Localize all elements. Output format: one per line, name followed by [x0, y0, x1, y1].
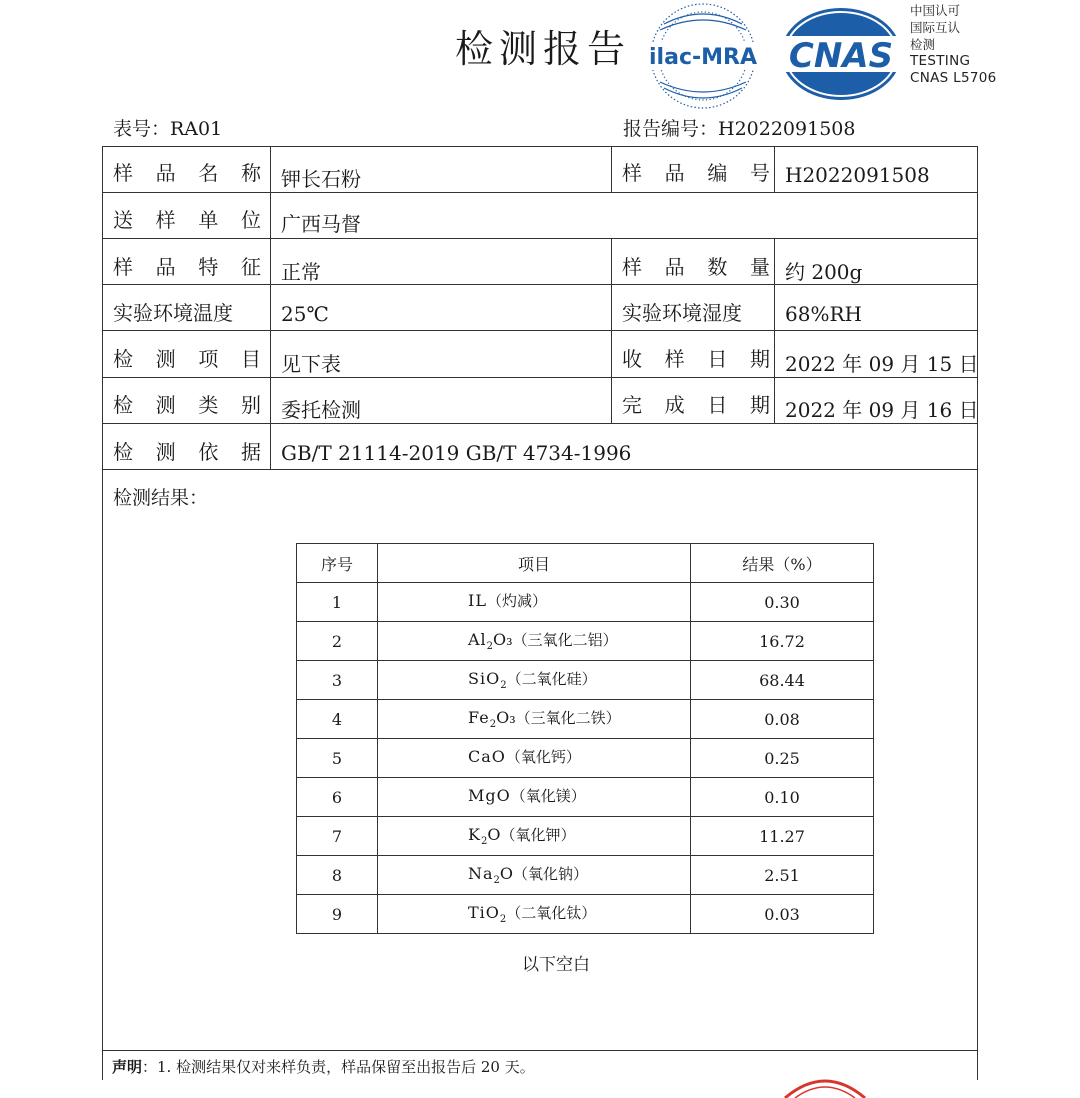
row-item: CaO（氧化钙） [378, 739, 691, 778]
table-row [297, 856, 874, 895]
cnas-text: CNAS [788, 36, 894, 76]
row-item: TiO$_2$（二氧化钛） [378, 895, 691, 934]
finish-date-label: 完 成 日 期 [622, 393, 770, 417]
items-value: 见下表 [281, 352, 341, 376]
humidity-value: 68%RH [785, 302, 862, 326]
row-item: $Fe_2O_3$（三氧化二铁） [378, 700, 691, 739]
row-item: $Na_2O$（氧化钠） [378, 856, 691, 895]
blank-note: 以下空白 [522, 955, 590, 975]
row-no: 2 [297, 622, 378, 661]
receive-date-value: 2022 年 09 月 15 日 [785, 352, 979, 376]
row-item: IL（灼减） [378, 583, 691, 622]
results-header-row [297, 544, 874, 583]
cnas-line-2: 国际互认 [910, 20, 961, 35]
row-result: 0.10 [691, 778, 874, 817]
table-row [297, 739, 874, 778]
table-row [297, 661, 874, 700]
cnas-line-4: TESTING [910, 53, 971, 69]
table-row [297, 778, 874, 817]
row-result: 0.08 [691, 700, 874, 739]
humidity-label: 实验环境湿度 [622, 301, 742, 325]
ilac-text: ilac-MRA [649, 45, 757, 70]
table-row [297, 622, 874, 661]
basis-value: GB/T 21114-2019 GB/T 4734-1996 [281, 441, 632, 465]
form-number: 表号：RA01 [113, 118, 223, 140]
row-no: 6 [297, 778, 378, 817]
finish-date-value: 2022 年 09 月 16 日 [785, 398, 979, 422]
items-label: 检 测 项 目 [113, 347, 261, 371]
declaration-label: 声明 [112, 1058, 143, 1076]
basis-label: 检 测 依 据 [113, 440, 261, 464]
row-result: 68.44 [691, 661, 874, 700]
row-no: 7 [297, 817, 378, 856]
results-label: 检测结果： [113, 487, 209, 509]
row-result: 11.27 [691, 817, 874, 856]
table-row [297, 817, 874, 856]
declaration [112, 1056, 535, 1077]
row-item: MgO（氧化镁） [378, 778, 691, 817]
row-item: SiO$_2$（二氧化硅） [378, 661, 691, 700]
quantity-label: 样 品 数 量 [622, 255, 770, 279]
cnas-logo [778, 4, 904, 104]
header-item: 项目 [378, 544, 691, 583]
category-label: 检 测 类 别 [113, 393, 261, 417]
row-item: $K_2O$（氧化钾） [378, 817, 691, 856]
row-item: $Al_2O_3$（三氧化二铝） [378, 622, 691, 661]
declaration-text: ：1. 检测结果仅对来样负责，样品保留至出报告后 20 天。 [142, 1058, 535, 1076]
feature-label: 样 品 特 征 [113, 255, 261, 279]
sender-label: 送 样 单 位 [113, 208, 261, 232]
row-result: 16.72 [691, 622, 874, 661]
sample-no-label: 样 品 编 号 [622, 161, 770, 185]
sample-name-value: 钾长石粉 [281, 167, 361, 191]
header-result: 结果（%） [691, 544, 874, 583]
ilac-mra-logo [640, 0, 766, 112]
category-value: 委托检测 [281, 398, 361, 422]
row-result: 2.51 [691, 856, 874, 895]
row-no: 8 [297, 856, 378, 895]
sample-name-label: 样 品 名 称 [113, 161, 261, 185]
row-no: 5 [297, 739, 378, 778]
row-result: 0.25 [691, 739, 874, 778]
table-row [297, 895, 874, 934]
sample-no-value: H2022091508 [785, 163, 930, 187]
table-row [297, 700, 874, 739]
cnas-caption [910, 2, 997, 87]
report-number: 报告编号：H2022091508 [623, 118, 856, 140]
feature-value: 正常 [281, 260, 321, 284]
row-no: 4 [297, 700, 378, 739]
cnas-line-5: CNAS L5706 [910, 70, 997, 86]
cnas-line-3: 检测 [910, 37, 936, 52]
receive-date-label: 收 样 日 期 [622, 347, 770, 371]
row-result: 0.03 [691, 895, 874, 934]
temp-value: 25℃ [281, 302, 329, 326]
row-no: 9 [297, 895, 378, 934]
report-title: 检测报告 [455, 27, 632, 71]
cnas-line-1: 中国认可 [910, 3, 961, 18]
row-no: 1 [297, 583, 378, 622]
quantity-value: 约 200g [785, 260, 863, 284]
results-table [296, 543, 874, 934]
row-no: 3 [297, 661, 378, 700]
red-stamp [780, 1068, 870, 1098]
table-row [297, 583, 874, 622]
header-no: 序号 [297, 544, 378, 583]
sender-value: 广西马督 [281, 212, 361, 236]
row-result: 0.30 [691, 583, 874, 622]
temp-label: 实验环境温度 [113, 301, 233, 325]
